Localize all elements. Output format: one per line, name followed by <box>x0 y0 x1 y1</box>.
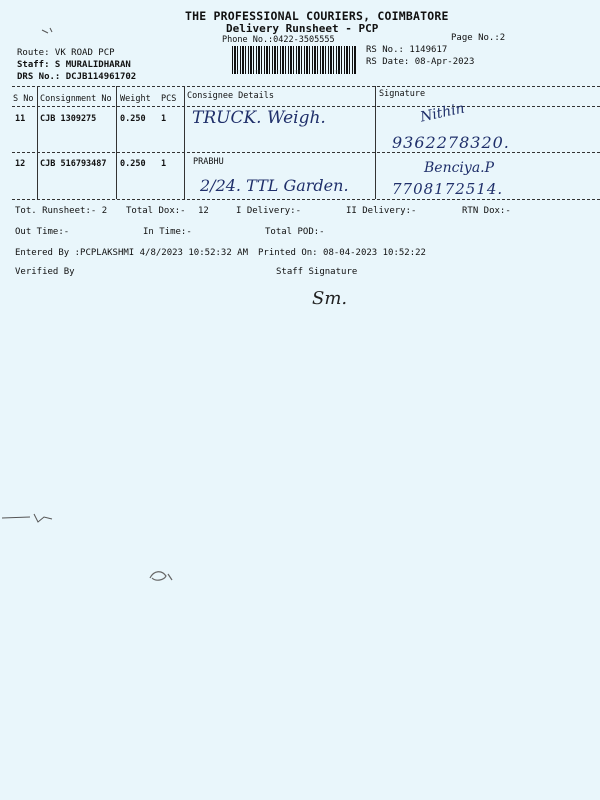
col-divider <box>184 86 185 199</box>
scan-mark <box>40 24 60 38</box>
verified-by: Verified By <box>15 267 75 277</box>
header-signature: Signature <box>379 89 426 99</box>
in-time: In Time:- <box>143 227 192 237</box>
rtn-dox: RTN Dox:- <box>462 206 511 216</box>
row-consignee-name: PRABHU <box>193 157 224 167</box>
col-divider <box>116 86 117 199</box>
total-dox-value: 12 <box>198 206 209 216</box>
header-weight: Weight <box>120 94 151 104</box>
company-title: THE PROFESSIONAL COURIERS, COIMBATORE <box>185 9 449 23</box>
ii-delivery: II Delivery:- <box>346 206 417 216</box>
row-sno: 11 <box>15 114 26 124</box>
barcode <box>232 46 357 74</box>
i-delivery: I Delivery:- <box>236 206 302 216</box>
header-sno: S No <box>13 94 34 104</box>
row-weight: 0.250 <box>120 159 146 169</box>
page-number: Page No.:2 <box>451 33 506 43</box>
row-signature-phone: 9362278320. <box>392 133 510 152</box>
route: Route: VK ROAD PCP <box>17 48 115 58</box>
header-pcs: PCS <box>161 94 177 104</box>
row-sno: 12 <box>15 159 26 169</box>
row-consignee-handwriting: TRUCK. Weigh. <box>192 108 326 128</box>
row-weight: 0.250 <box>120 114 146 124</box>
table-bottom-rule <box>12 199 600 200</box>
row-consignee-handwriting: 2/24. TTL Garden. <box>200 176 349 195</box>
rs-number: RS No.: 1149617 <box>366 45 448 55</box>
printed-on: Printed On: 08-04-2023 10:52:22 <box>258 248 426 258</box>
row-consignment: CJB 516793487 <box>40 159 107 169</box>
row-signature-phone: 7708172514. <box>392 180 504 198</box>
header-consignment: Consignment No <box>40 94 112 104</box>
header-consignee: Consignee Details <box>187 91 274 101</box>
col-divider <box>375 86 376 199</box>
row-pcs: 1 <box>161 114 167 124</box>
rs-date: RS Date: 08-Apr-2023 <box>366 57 475 67</box>
scan-mark <box>146 566 176 586</box>
staff-signature-handwriting: Sm. <box>312 288 348 309</box>
entered-by: Entered By :PCPLAKSHMI 4/8/2023 10:52:32 AM <box>15 248 248 258</box>
out-time: Out Time:- <box>15 227 70 237</box>
phone-number: Phone No.:0422-3505555 <box>222 35 335 45</box>
drs-number: DRS No.: DCJB114961702 <box>17 72 137 82</box>
staff-name: Staff: S MURALIDHARAN <box>17 60 131 70</box>
row-consignment: CJB 1309275 <box>40 114 97 124</box>
runsheet-subtitle: Delivery Runsheet - PCP <box>226 22 379 35</box>
col-divider <box>37 86 38 199</box>
tot-runsheet: Tot. Runsheet:- 2 <box>15 206 108 216</box>
row-pcs: 1 <box>161 159 167 169</box>
total-dox-label: Total Dox:- <box>126 206 186 216</box>
scan-mark <box>0 508 60 528</box>
row-signature-name: Benciya.P <box>424 160 495 176</box>
total-pod: Total POD:- <box>265 227 325 237</box>
table-header-rule <box>12 106 600 107</box>
row-signature-name: Nithin <box>418 100 467 126</box>
staff-signature-label: Staff Signature <box>276 267 358 277</box>
table-top-rule <box>12 86 600 87</box>
table-row-rule <box>12 152 600 153</box>
